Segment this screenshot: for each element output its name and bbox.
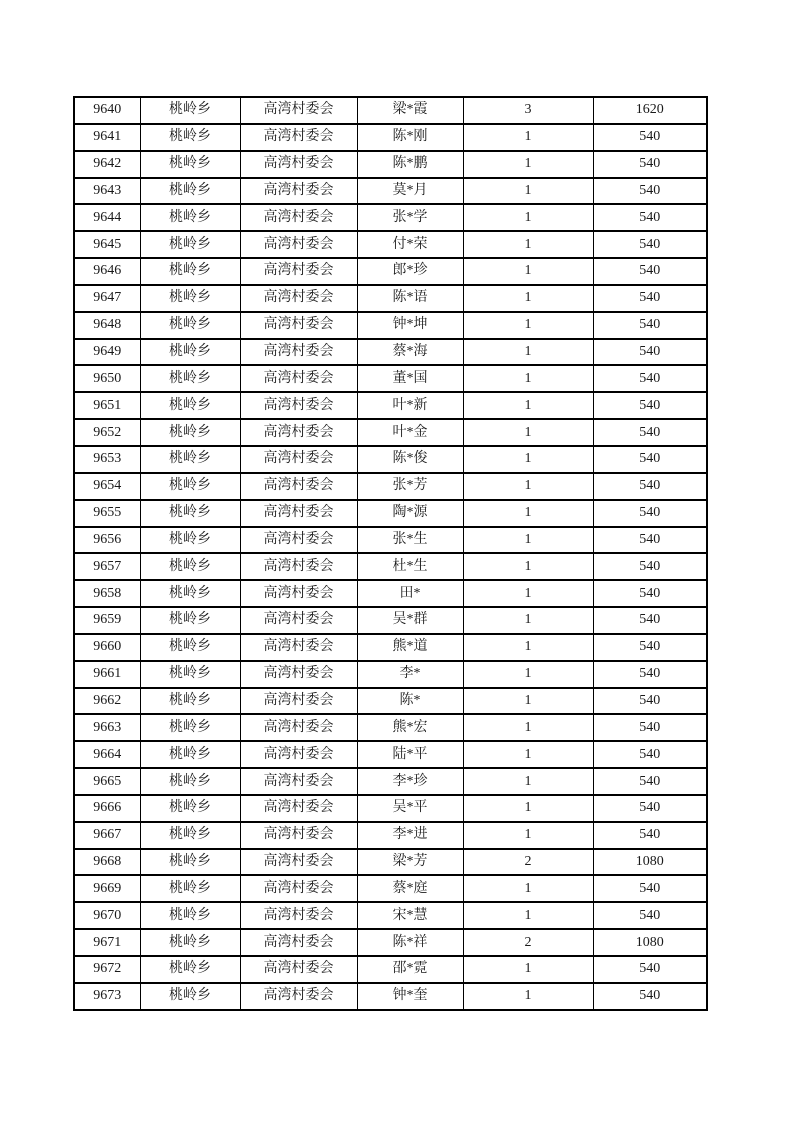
cell-township: 桃岭乡 [140,580,240,607]
cell-serial: 9643 [74,178,140,205]
cell-village-committee: 高湾村委会 [240,204,357,231]
cell-serial: 9670 [74,902,140,929]
cell-count: 1 [463,231,593,258]
cell-serial: 9672 [74,956,140,983]
cell-township: 桃岭乡 [140,204,240,231]
cell-count: 3 [463,97,593,124]
table-row [74,741,707,768]
cell-amount: 540 [593,822,707,849]
cell-village-committee: 高湾村委会 [240,768,357,795]
cell-village-committee: 高湾村委会 [240,875,357,902]
cell-amount: 540 [593,580,707,607]
cell-village-committee: 高湾村委会 [240,392,357,419]
cell-name: 莫*月 [357,178,463,205]
cell-amount: 540 [593,258,707,285]
cell-count: 1 [463,285,593,312]
table-row [74,553,707,580]
cell-amount: 540 [593,634,707,661]
table-row [74,365,707,392]
table-row [74,97,707,124]
cell-township: 桃岭乡 [140,822,240,849]
cell-amount: 540 [593,902,707,929]
cell-township: 桃岭乡 [140,607,240,634]
cell-name: 陈*鹏 [357,151,463,178]
cell-name: 宋*慧 [357,902,463,929]
table-row [74,983,707,1010]
cell-township: 桃岭乡 [140,527,240,554]
cell-township: 桃岭乡 [140,97,240,124]
cell-amount: 1080 [593,849,707,876]
cell-name: 邵*霓 [357,956,463,983]
cell-count: 1 [463,365,593,392]
table-row [74,446,707,473]
table-row [74,151,707,178]
table-row [74,392,707,419]
cell-township: 桃岭乡 [140,902,240,929]
cell-name: 梁*霞 [357,97,463,124]
cell-serial: 9657 [74,553,140,580]
table-row [74,768,707,795]
cell-count: 1 [463,661,593,688]
cell-serial: 9652 [74,419,140,446]
cell-count: 1 [463,983,593,1010]
cell-village-committee: 高湾村委会 [240,339,357,366]
cell-amount: 540 [593,419,707,446]
cell-township: 桃岭乡 [140,312,240,339]
cell-township: 桃岭乡 [140,473,240,500]
cell-village-committee: 高湾村委会 [240,151,357,178]
table-row [74,688,707,715]
cell-village-committee: 高湾村委会 [240,231,357,258]
table-row [74,178,707,205]
cell-amount: 540 [593,446,707,473]
cell-name: 李*珍 [357,768,463,795]
cell-serial: 9659 [74,607,140,634]
table-row [74,580,707,607]
cell-amount: 540 [593,204,707,231]
cell-village-committee: 高湾村委会 [240,849,357,876]
cell-name: 吴*平 [357,795,463,822]
cell-serial: 9655 [74,500,140,527]
cell-township: 桃岭乡 [140,339,240,366]
cell-name: 陈*刚 [357,124,463,151]
cell-count: 1 [463,204,593,231]
cell-village-committee: 高湾村委会 [240,500,357,527]
cell-name: 李*进 [357,822,463,849]
cell-count: 2 [463,929,593,956]
table-row [74,204,707,231]
cell-name: 杜*生 [357,553,463,580]
cell-count: 1 [463,768,593,795]
cell-village-committee: 高湾村委会 [240,365,357,392]
cell-count: 1 [463,553,593,580]
cell-village-committee: 高湾村委会 [240,714,357,741]
cell-village-committee: 高湾村委会 [240,580,357,607]
cell-amount: 540 [593,688,707,715]
cell-township: 桃岭乡 [140,124,240,151]
cell-serial: 9673 [74,983,140,1010]
cell-township: 桃岭乡 [140,688,240,715]
cell-amount: 540 [593,285,707,312]
cell-village-committee: 高湾村委会 [240,285,357,312]
cell-name: 熊*宏 [357,714,463,741]
cell-amount: 540 [593,392,707,419]
cell-amount: 540 [593,956,707,983]
cell-township: 桃岭乡 [140,929,240,956]
cell-count: 1 [463,714,593,741]
cell-name: 郎*珍 [357,258,463,285]
cell-village-committee: 高湾村委会 [240,258,357,285]
table-row [74,929,707,956]
cell-village-committee: 高湾村委会 [240,822,357,849]
cell-name: 田* [357,580,463,607]
cell-name: 陈* [357,688,463,715]
cell-count: 1 [463,258,593,285]
table-row [74,902,707,929]
cell-serial: 9666 [74,795,140,822]
table-row [74,473,707,500]
cell-township: 桃岭乡 [140,419,240,446]
cell-count: 1 [463,151,593,178]
cell-serial: 9668 [74,849,140,876]
cell-amount: 540 [593,741,707,768]
cell-name: 熊*道 [357,634,463,661]
cell-township: 桃岭乡 [140,741,240,768]
table-row [74,956,707,983]
table-row [74,124,707,151]
cell-serial: 9644 [74,204,140,231]
cell-amount: 540 [593,527,707,554]
cell-village-committee: 高湾村委会 [240,527,357,554]
cell-count: 1 [463,795,593,822]
cell-serial: 9664 [74,741,140,768]
cell-count: 1 [463,688,593,715]
table-row [74,500,707,527]
cell-serial: 9661 [74,661,140,688]
table-row [74,849,707,876]
cell-amount: 540 [593,151,707,178]
cell-township: 桃岭乡 [140,956,240,983]
cell-amount: 540 [593,553,707,580]
cell-count: 1 [463,500,593,527]
cell-count: 1 [463,339,593,366]
cell-count: 2 [463,849,593,876]
cell-township: 桃岭乡 [140,446,240,473]
cell-village-committee: 高湾村委会 [240,97,357,124]
cell-serial: 9645 [74,231,140,258]
cell-amount: 1080 [593,929,707,956]
cell-village-committee: 高湾村委会 [240,902,357,929]
cell-serial: 9651 [74,392,140,419]
cell-count: 1 [463,527,593,554]
cell-name: 张*生 [357,527,463,554]
cell-serial: 9647 [74,285,140,312]
table-row [74,231,707,258]
cell-serial: 9654 [74,473,140,500]
cell-serial: 9660 [74,634,140,661]
cell-name: 吴*群 [357,607,463,634]
cell-serial: 9667 [74,822,140,849]
cell-serial: 9640 [74,97,140,124]
cell-township: 桃岭乡 [140,849,240,876]
cell-township: 桃岭乡 [140,178,240,205]
cell-village-committee: 高湾村委会 [240,553,357,580]
cell-amount: 540 [593,124,707,151]
cell-village-committee: 高湾村委会 [240,419,357,446]
cell-township: 桃岭乡 [140,634,240,661]
cell-amount: 540 [593,473,707,500]
cell-name: 李* [357,661,463,688]
cell-amount: 540 [593,983,707,1010]
cell-amount: 540 [593,500,707,527]
cell-village-committee: 高湾村委会 [240,607,357,634]
cell-village-committee: 高湾村委会 [240,661,357,688]
cell-village-committee: 高湾村委会 [240,741,357,768]
table-row [74,258,707,285]
table-row [74,527,707,554]
table-row [74,312,707,339]
cell-township: 桃岭乡 [140,392,240,419]
cell-township: 桃岭乡 [140,661,240,688]
cell-township: 桃岭乡 [140,258,240,285]
cell-village-committee: 高湾村委会 [240,473,357,500]
cell-serial: 9649 [74,339,140,366]
cell-village-committee: 高湾村委会 [240,795,357,822]
table-row [74,285,707,312]
cell-amount: 540 [593,875,707,902]
cell-amount: 540 [593,714,707,741]
cell-serial: 9646 [74,258,140,285]
cell-count: 1 [463,473,593,500]
cell-amount: 540 [593,312,707,339]
cell-amount: 540 [593,339,707,366]
cell-amount: 540 [593,231,707,258]
table-body [74,97,707,1010]
cell-count: 1 [463,419,593,446]
cell-serial: 9658 [74,580,140,607]
cell-count: 1 [463,446,593,473]
cell-village-committee: 高湾村委会 [240,124,357,151]
cell-count: 1 [463,124,593,151]
cell-count: 1 [463,822,593,849]
cell-name: 陈*俊 [357,446,463,473]
cell-count: 1 [463,580,593,607]
cell-name: 陆*平 [357,741,463,768]
cell-amount: 540 [593,661,707,688]
cell-township: 桃岭乡 [140,553,240,580]
cell-name: 钟*奎 [357,983,463,1010]
cell-serial: 9653 [74,446,140,473]
table-row [74,822,707,849]
cell-name: 叶*新 [357,392,463,419]
cell-name: 陈*语 [357,285,463,312]
cell-township: 桃岭乡 [140,795,240,822]
cell-amount: 540 [593,365,707,392]
table-row [74,714,707,741]
cell-township: 桃岭乡 [140,714,240,741]
cell-village-committee: 高湾村委会 [240,312,357,339]
cell-village-committee: 高湾村委会 [240,983,357,1010]
cell-name: 张*芳 [357,473,463,500]
cell-name: 付*荣 [357,231,463,258]
cell-amount: 540 [593,768,707,795]
cell-serial: 9641 [74,124,140,151]
cell-count: 1 [463,902,593,929]
cell-serial: 9671 [74,929,140,956]
table-row [74,795,707,822]
cell-serial: 9669 [74,875,140,902]
table-row [74,661,707,688]
cell-township: 桃岭乡 [140,500,240,527]
cell-village-committee: 高湾村委会 [240,929,357,956]
cell-count: 1 [463,634,593,661]
table-row [74,607,707,634]
cell-count: 1 [463,741,593,768]
cell-village-committee: 高湾村委会 [240,446,357,473]
cell-amount: 1620 [593,97,707,124]
cell-name: 钟*坤 [357,312,463,339]
cell-township: 桃岭乡 [140,285,240,312]
cell-township: 桃岭乡 [140,365,240,392]
cell-count: 1 [463,956,593,983]
cell-township: 桃岭乡 [140,983,240,1010]
subsidy-table [73,96,708,1011]
cell-township: 桃岭乡 [140,231,240,258]
cell-name: 蔡*海 [357,339,463,366]
cell-serial: 9663 [74,714,140,741]
cell-count: 1 [463,392,593,419]
table-row [74,419,707,446]
cell-name: 陈*祥 [357,929,463,956]
cell-name: 蔡*庭 [357,875,463,902]
cell-serial: 9656 [74,527,140,554]
table-row [74,634,707,661]
cell-township: 桃岭乡 [140,768,240,795]
cell-count: 1 [463,178,593,205]
cell-village-committee: 高湾村委会 [240,634,357,661]
cell-name: 叶*金 [357,419,463,446]
cell-count: 1 [463,875,593,902]
cell-serial: 9642 [74,151,140,178]
cell-township: 桃岭乡 [140,875,240,902]
cell-village-committee: 高湾村委会 [240,956,357,983]
cell-name: 梁*芳 [357,849,463,876]
cell-name: 陶*源 [357,500,463,527]
cell-village-committee: 高湾村委会 [240,688,357,715]
table-row [74,339,707,366]
cell-amount: 540 [593,178,707,205]
cell-serial: 9648 [74,312,140,339]
cell-amount: 540 [593,795,707,822]
table-row [74,875,707,902]
cell-name: 董*国 [357,365,463,392]
cell-serial: 9662 [74,688,140,715]
cell-amount: 540 [593,607,707,634]
cell-village-committee: 高湾村委会 [240,178,357,205]
cell-count: 1 [463,607,593,634]
cell-township: 桃岭乡 [140,151,240,178]
cell-serial: 9650 [74,365,140,392]
cell-count: 1 [463,312,593,339]
cell-serial: 9665 [74,768,140,795]
cell-name: 张*学 [357,204,463,231]
